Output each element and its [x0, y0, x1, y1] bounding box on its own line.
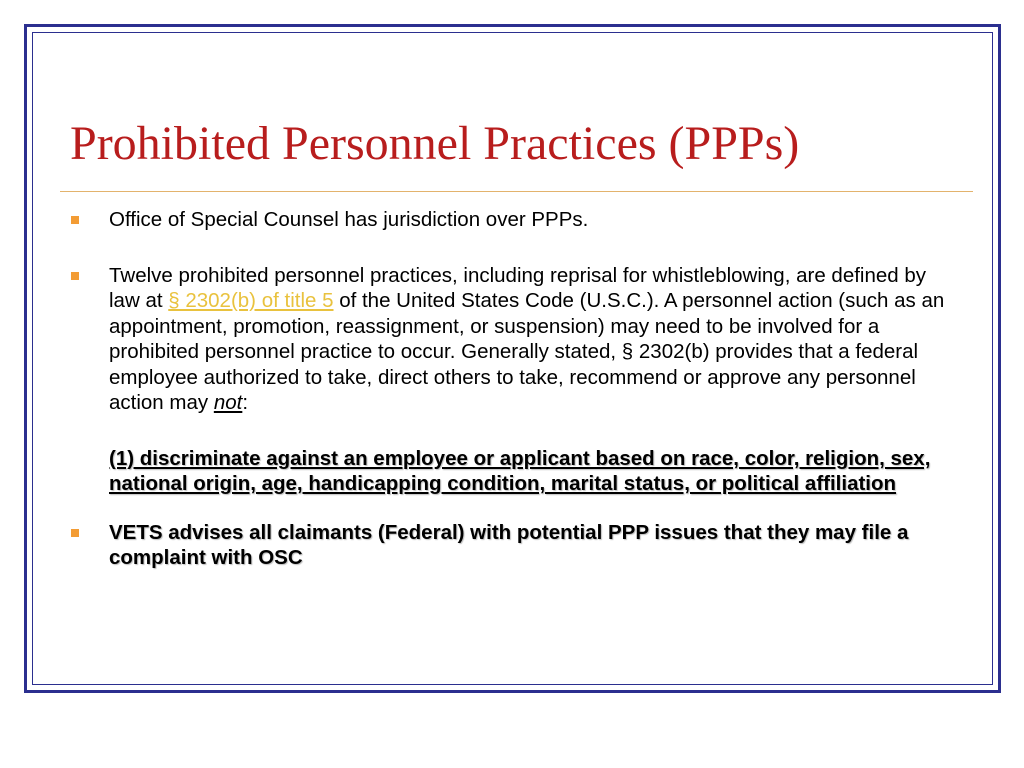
- square-bullet-icon: [71, 529, 79, 537]
- slide-content: [70, 207, 950, 571]
- not-emphasis: not: [213, 391, 243, 414]
- bullet-text-twelve-ppps-part-2: of the United States Code (U.S.C.). A personnel action (such as an appointment, promotion, reassignment, or suspension) may need to be involved for a prohibited personnel practice to occur. Generally stated, § 2302(b) provides that a federal employee authorized to take, direct others to take, recommend or approve any personnel action may: [109, 289, 945, 414]
- bullet-item-twelve-ppps: [70, 263, 950, 416]
- square-bullet-icon: [71, 272, 79, 280]
- bullet-text-twelve-ppps-part-1: Twelve prohibited personnel practices, including reprisal for whistleblowing, are defined by law at: [109, 263, 927, 312]
- title-5-code-link[interactable]: § 2302(b) of title 5: [168, 289, 334, 312]
- bullet-item-jurisdiction: [70, 207, 950, 233]
- bullet-text-twelve-ppps-end: :: [242, 391, 249, 414]
- slide-title: Prohibited Personnel Practices (PPPs): [70, 117, 800, 170]
- subitem-discrimination: (1) discriminate against an employee or applicant based on race, color, religion, sex, national origin, age, handicapping condition, marital status, or political affiliation: [109, 446, 931, 495]
- square-bullet-icon: [71, 216, 79, 224]
- title-divider: [60, 191, 973, 192]
- bullet-item-vets-advice: [70, 520, 950, 571]
- bullet-text-jurisdiction: Office of Special Counsel has jurisdiction over PPPs.: [109, 208, 589, 231]
- bullet-text-vets-advice: VETS advises all claimants (Federal) with potential PPP issues that they may file a complaint with OSC: [109, 520, 909, 569]
